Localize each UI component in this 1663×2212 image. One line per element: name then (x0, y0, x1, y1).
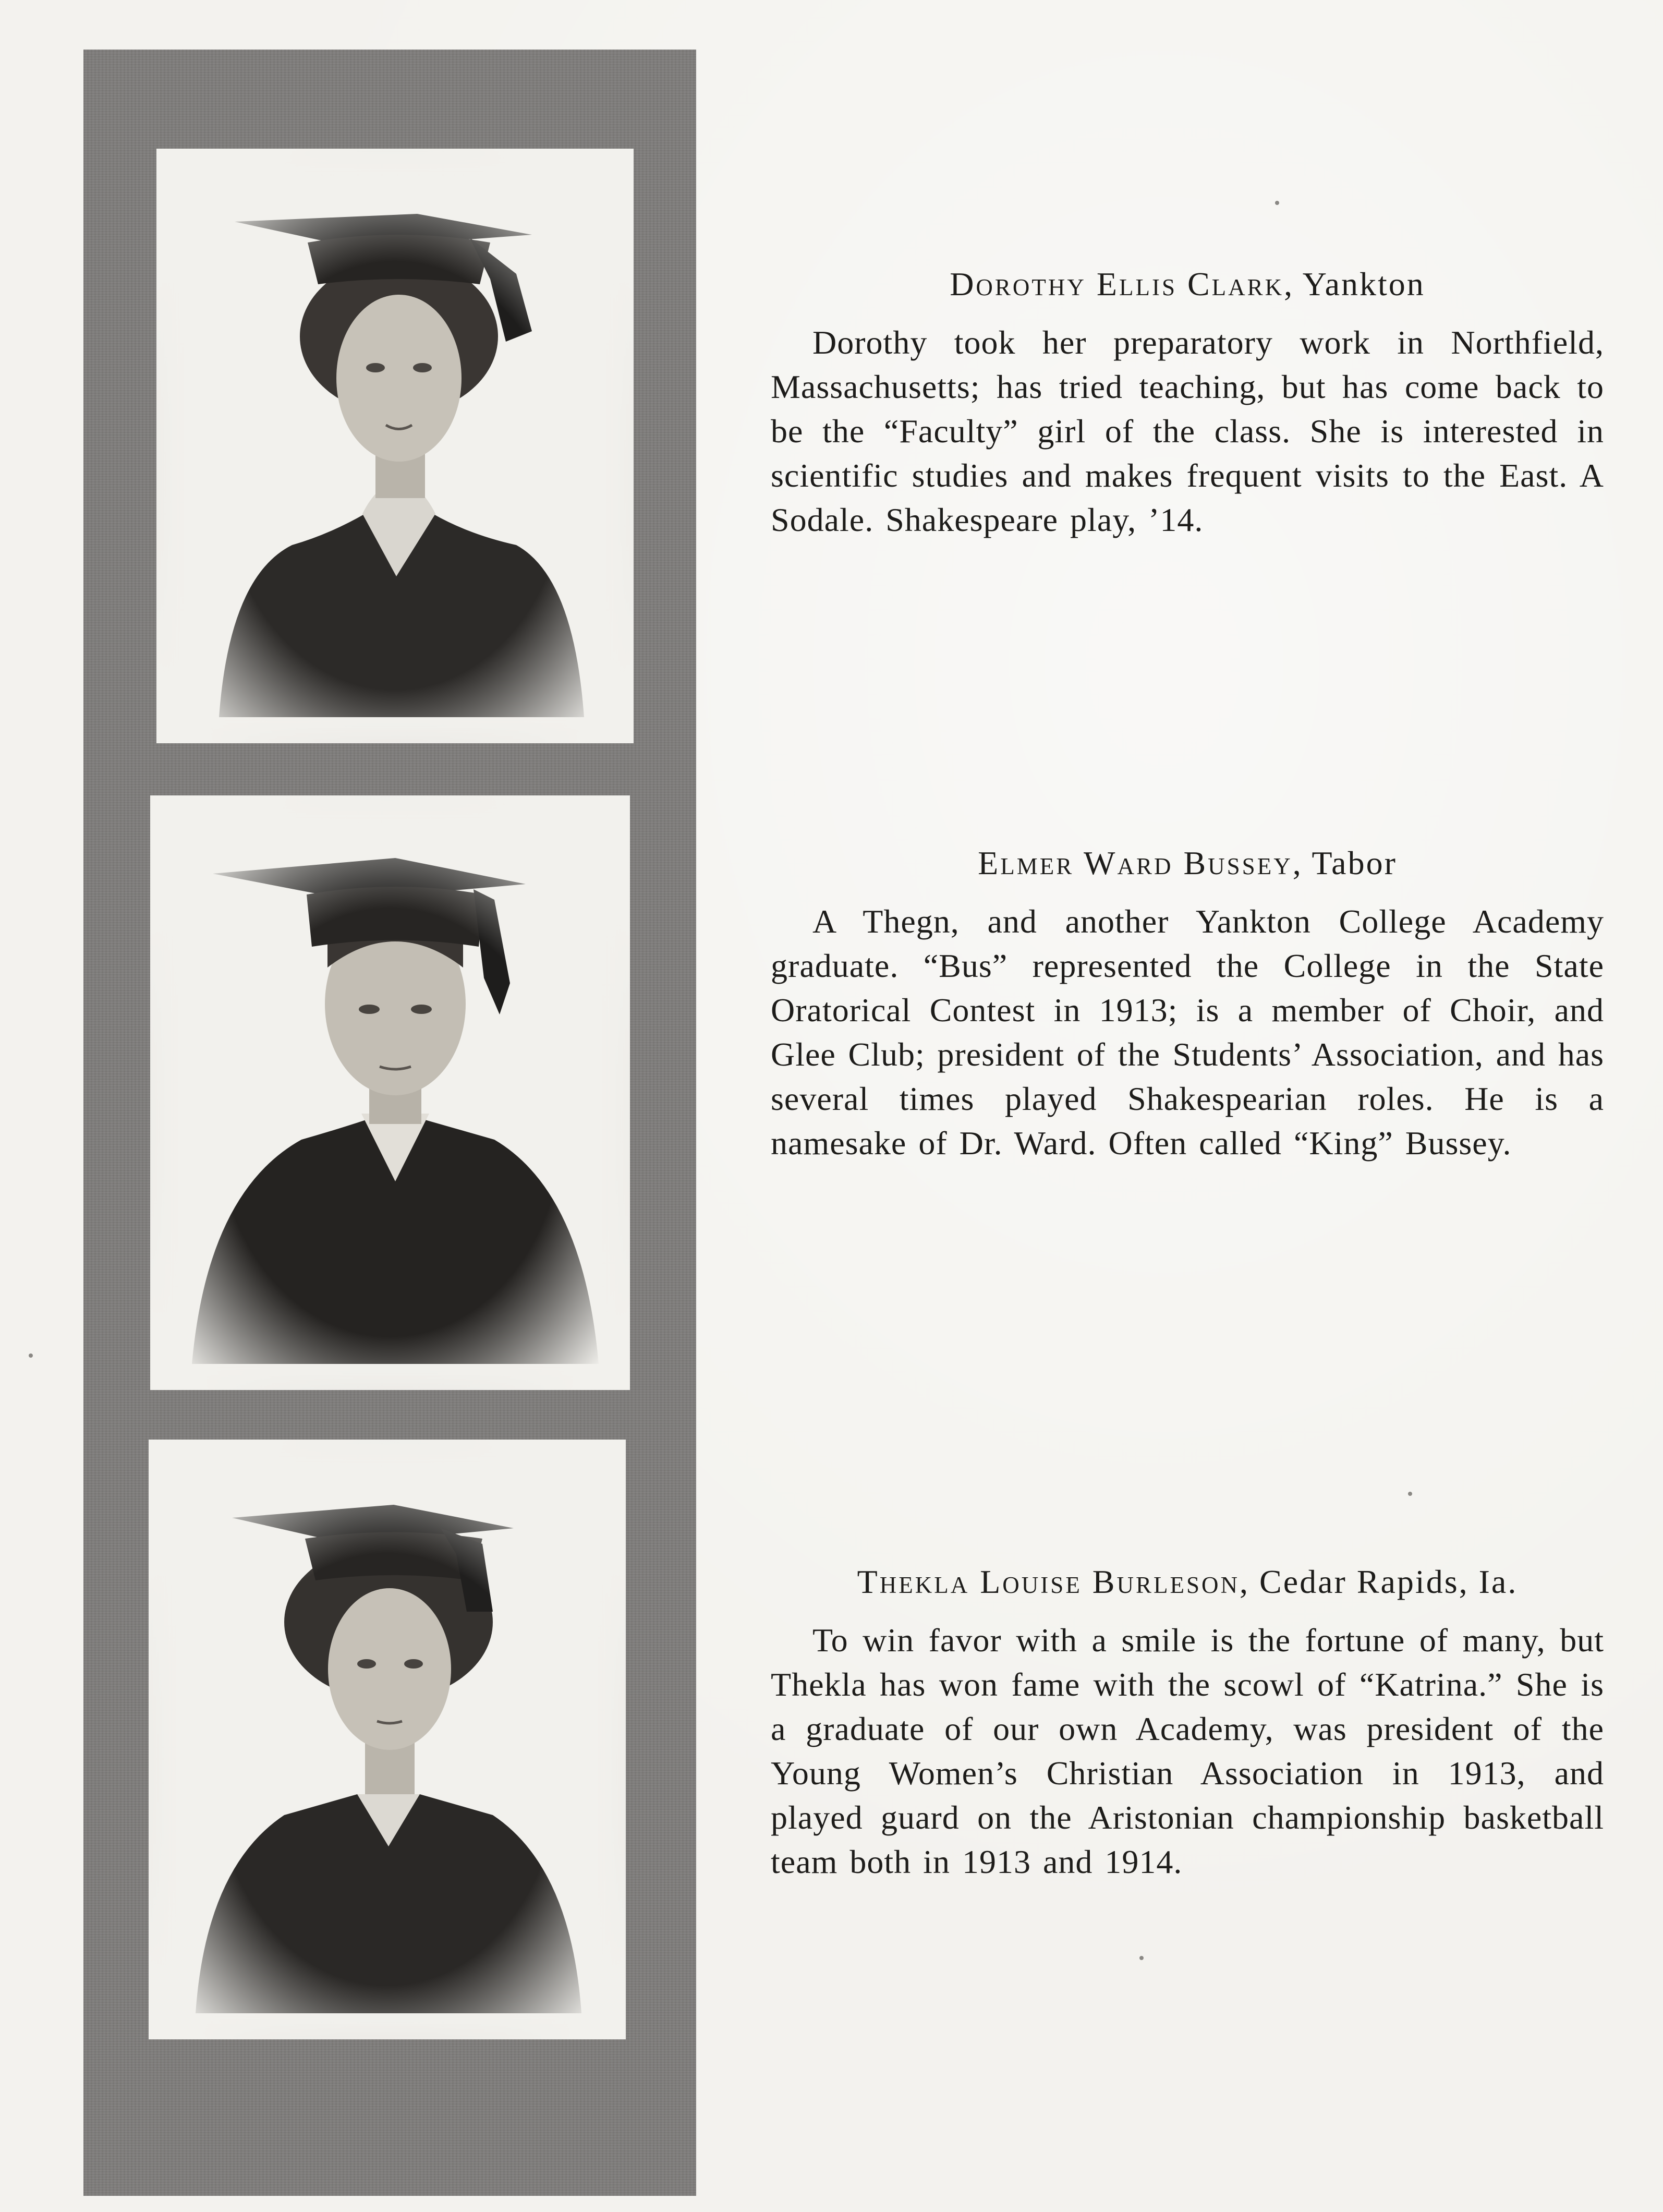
bio-paragraph: To win favor with a smile is the fortune of many, but Thekla has won fame with the scowl of “Katrina.” She is a graduate of our own Academy, was president of the Young Women’s Christian Association in 1913, and played guard on the Aristonian championship basketball team both in 1913 and 1914. (771, 1622, 1604, 1881)
hometown: , Cedar Rapids, Ia. (1240, 1563, 1518, 1600)
portrait-elmer-bussey (150, 795, 630, 1390)
bio-heading (771, 266, 1604, 303)
hometown: , Yankton (1284, 265, 1425, 303)
bio-entry-dorothy-clark (771, 266, 1604, 542)
portrait-thekla-burleson (149, 1440, 626, 2039)
bio-heading (771, 845, 1604, 881)
bio-heading (771, 1564, 1604, 1600)
paper-speck (1139, 1956, 1144, 1960)
student-name: Dorothy Ellis Clark (950, 265, 1284, 303)
paper-speck (29, 1353, 33, 1358)
bio-entry-thekla-burleson (771, 1564, 1604, 1884)
bio-paragraph: A Thegn, and another Yankton College Academy graduate. “Bus” represented the College in the State Oratorical Contest in 1913; is a member of Choir, and Glee Club; president of the Students’ Association, and has several times played Shakespearian roles. He is a namesake of Dr. Ward. Often called “King” Bussey. (771, 903, 1604, 1162)
bio-paragraph: Dorothy took her preparatory work in Northfield, Massachusetts; has tried teaching, but has come back to be the “Faculty” girl of the class. She is interested in scientific studies and makes frequent visits to the East. A Sodale. Shakespeare play, ’14. (771, 324, 1604, 539)
bio-entry-elmer-bussey (771, 845, 1604, 1165)
student-name: Elmer Ward Bussey (978, 844, 1293, 881)
paper-speck (1275, 201, 1279, 205)
hometown: , Tabor (1292, 844, 1397, 881)
student-name: Thekla Louise Burleson (857, 1563, 1240, 1600)
portrait-dorothy-clark (156, 149, 634, 743)
paper-speck (1408, 1492, 1412, 1496)
